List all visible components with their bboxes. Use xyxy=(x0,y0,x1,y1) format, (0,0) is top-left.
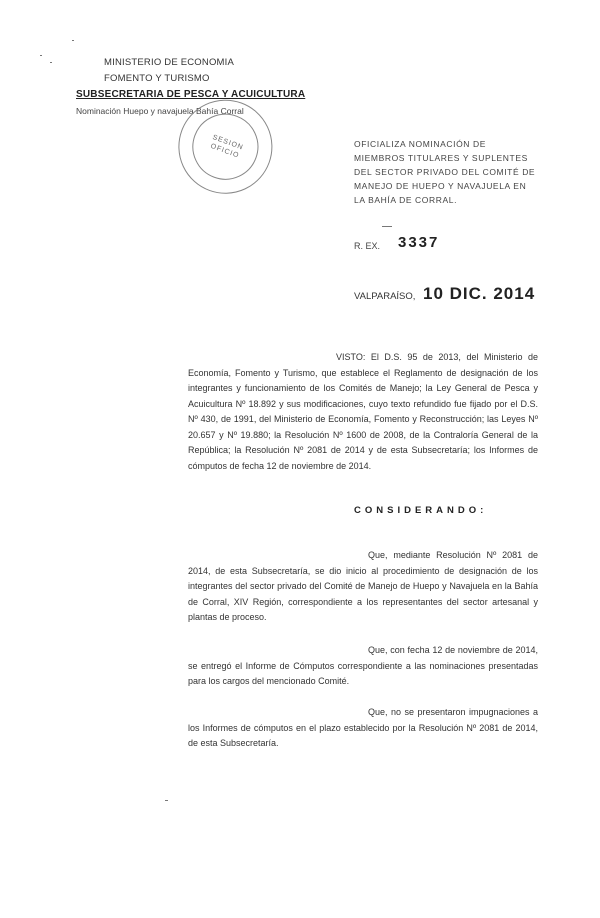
resolution-number: 3337 xyxy=(398,234,440,251)
considerando-paragraph: Que, no se presentaron impugnaciones a los Informes de cómputos en el plazo establecido por la Resolución Nº 2081 de 2014, de esta Subsecretaría. xyxy=(188,707,538,748)
subject-text: OFICIALIZA NOMINACIÓN DE MIEMBROS TITULARES Y SUPLENTES DEL SECTOR PRIVADO DEL COMITÉ DE MANEJO DE HUEPO Y NAVAJUELA EN LA BAHÍA DE CORRAL. xyxy=(354,139,536,205)
scan-speck xyxy=(40,55,42,56)
stamp-center-text: SESION OFICIO xyxy=(209,133,245,160)
reference-line: Nominación Huepo y navajuela Bahía Corral xyxy=(76,106,244,116)
ministry-line1: MINISTERIO DE ECONOMIA xyxy=(104,57,235,68)
official-stamp xyxy=(164,86,287,209)
subsecretaria-heading: SUBSECRETARIA DE PESCA Y ACUICULTURA xyxy=(76,89,306,100)
resolution-date: 10 DIC. 2014 xyxy=(423,284,536,303)
considerando-title: CONSIDERANDO: xyxy=(354,505,488,516)
visto-paragraph: VISTO: El D.S. 95 de 2013, del Ministerio de Economía, Fomento y Turismo, que establece el Reglamento de designación de los integrantes y funcionamiento de los Comités de Manejo; la Ley General de Pesca y Acuicultura Nº 18.892 y sus modificaciones, cuyo texto refundido fue fijado por el D.S. Nº 430, de 1991, del Ministerio de Economía, Fomento y Reconstrucción; las Leyes Nº 20.657 y Nº 19.880; la Resolución Nº 1600 de 2008, de la Contraloría General de la República; la Resolución Nº 2081 de 2014 y de esta Subsecretaría; los Informes de cómputos de fecha 12 de noviembre de 2014. xyxy=(188,352,538,471)
scan-speck xyxy=(165,800,168,801)
considerando-paragraph: Que, con fecha 12 de noviembre de 2014, se entregó el Informe de Cómputos correspondiente a las nominaciones presentadas para los cargos del mencionado Comité. xyxy=(188,645,538,686)
considerando-paragraph: Que, mediante Resolución Nº 2081 de 2014, de esta Subsecretaría, se dio inicio al procedimiento de designación de los integrantes del sector privado del Comité de Manejo de Huepo y Navajuela en la Bahía de Corral, XIV Región, correspondiente a los representantes del sector artesanal y plantas de proceso. xyxy=(188,550,538,622)
dash-mark xyxy=(382,226,392,227)
scan-speck xyxy=(72,40,74,41)
place-label: VALPARAÍSO, xyxy=(354,291,416,302)
resolution-label: R. EX. xyxy=(354,241,381,251)
ministry-line2: FOMENTO Y TURISMO xyxy=(104,73,210,84)
scan-speck xyxy=(50,62,52,63)
